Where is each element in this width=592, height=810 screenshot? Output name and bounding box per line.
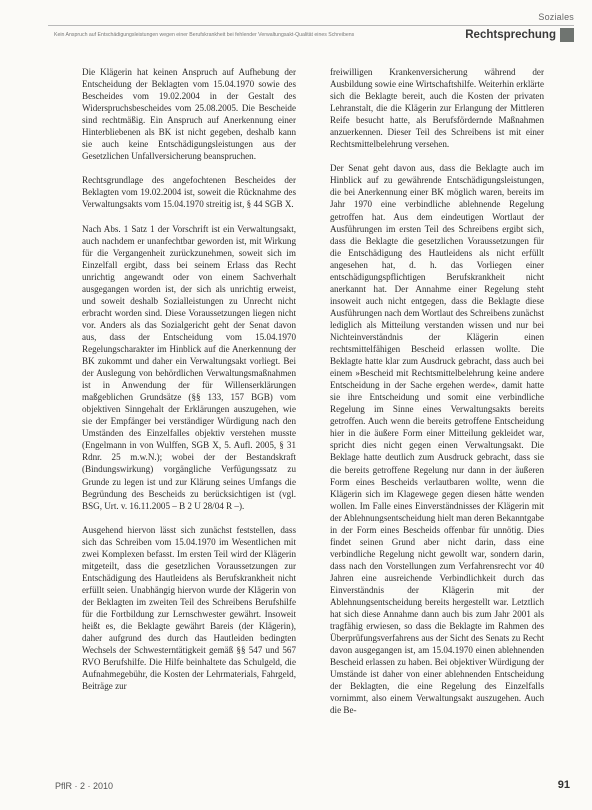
left-text-column bbox=[82, 66, 296, 692]
right-text-column bbox=[330, 66, 544, 716]
paragraph: Nach Abs. 1 Satz 1 der Vorschrift ist ein Verwaltungsakt, auch nachdem er unanfechtbar geworden ist, mit Wirkung für die Vergangenheit zurückzunehmen, soweit sich im Einzelfall ergibt, dass bei seinem Erlass das Recht unrichtig angewandt oder von einem Sachverhalt ausgegangen worden ist, der sich als unrichtig erweist, und soweit deshalb Sozialleistungen zu Unrecht nicht erbracht worden sind. Diese Voraussetzungen liegen nicht vor. Anders als das Sozialgericht geht der Senat davon aus, dass der Entscheidung vom 15.04.1970 Regelungscharakter im Hinblick auf die Anerkennung der BK zukommt und daher ein Verwaltungsakt vorliegt. Bei der Auslegung von behördlichen Verwaltungsmaßnahmen ist in Anwendung der für Willenserklärungen maßgeblichen Grundsätze (§§ 133, 157 BGB) vom objektiven Sinngehalt der Erklärungen auszugehen, wie sie der Empfänger bei verständiger Würdigung nach den Umständen des Einzelfalles objektiv verstehen musste (Engelmann in von Wulffen, SGB X, 5. Aufl. 2005, § 31 Rdnr. 25 m.w.N.); wobei der der Bestandskraft (Bindungswirkung) vorgängliche Verfügungssatz zu Grunde zu legen ist und zur Klärung seines Umfangs die Begründung des Bescheids zu berücksichtigen ist (vgl. BSG, Urt. v. 16.11.2005 – B 2 U 28/04 R –). bbox=[82, 223, 296, 511]
rubric-marker-icon bbox=[560, 28, 574, 42]
paragraph: Der Senat geht davon aus, dass die Beklagte auch im Hinblick auf zu gewährende Entschädigungsleistungen, die bei Anerkennung einer BK möglich waren, bereits im Jahr 1970 eine verbindliche ablehnende Regelung getroffen hat. Aus dem eindeutigen Wortlaut der Ausführungen im ersten Teil des Schreibens ergibt sich, dass die Beklagte die gesetzlichen Voraussetzungen für die Entschädigung des Hautleidens als nicht erfüllt angesehen hat, d. h. das Vorliegen einer entschädigungspflichtigen Berufskrankheit nicht anerkannt hat. Der Annahme einer Regelung steht insoweit auch nicht entgegen, dass die Beklagte diese Ausführungen nach dem Wortlaut des Schreibens zunächst lediglich als Mitteilung verstanden wissen und nur bei Nichteinverständnis der Klägerin einen rechtsmittelfähigen Bescheid erlassen wollte. Die Beklagte hatte klar zum Ausdruck gebracht, dass auch bei einem »Bescheid mit Rechtsmittelbelehrung keine andere Entscheidung in der Sache ergehen werde«, damit hatte sie ihre Entscheidung und somit eine verbindliche Regelung im Sinne eines Verwaltungsakts bereits getroffen. Auch wenn die bereits getroffene Entscheidung hier in die äußere Form einer Mitteilung gekleidet war, spricht dies nicht gegen einen Verwaltungsakt. Die Beklage hatte deutlich zum Ausdruck gebracht, dass sie die bereits getroffene Regelung nur dann in der äußeren Form eines Bescheids verlautbaren wollte, wenn die Klägerin sich im Klagewege gegen diesen hätte wenden wollen. Im Falle eines Einverständnisses der Klägerin mit der Ablehnungsentscheidung hielt man deren Bekanntgabe in der Form eines Bescheids offenbar für unnötig. Dies findet seinen Grund aber nicht darin, dass eine verbindliche Regelung nicht gewollt war, sondern darin, dass nach den Vorstellungen zum Verfahrensrecht vor 40 Jahren eine ausreichende Verbindlichkeit durch das Einverständnis der Klägerin mit der Ablehnungsentscheidung bereits hergestellt war. Letztlich hat sich diese Annahme dann auch bis zum Jahr 2001 als tragfähig erwiesen, so dass die Beklagte im Rahmen des Überprüfungsverfahrens aus der Sicht des Senats zu Recht davon ausgegangen ist, am 15.04.1970 einen ablehnenden Bescheid erlassen zu haben. Bei objektiver Würdigung der Umstände ist daher von einer ablehnenden Entscheidung der Beklagten, die eine Regelung des Einzelfalls vornimmt, also einem Verwaltungsakt auszugehen. Auch die Be- bbox=[330, 163, 544, 716]
section-label: Soziales bbox=[538, 12, 574, 22]
rubric-title: Rechtsprechung bbox=[465, 28, 556, 41]
paragraph: Rechtsgrundlage des angefochtenen Bescheides der Beklagten vom 19.02.2004 ist, soweit die Rücknahme des Verwaltungsakts vom 15.04.1970 streitig ist, § 44 SGB X. bbox=[82, 175, 296, 210]
journal-footer: PflR · 2 · 2010 bbox=[55, 781, 114, 791]
article-caption: Kein Anspruch auf Entschädigungsleistungen wegen einer Berufskrankheit bei fehlender Verwaltungsakt-Qualität eines Schreibens bbox=[54, 31, 355, 38]
paragraph: Die Klägerin hat keinen Anspruch auf Aufhebung der Entscheidung der Beklagten vom 15.04.1970 sowie des Bescheides vom 19.02.2004 in der Gestalt des Widerspruchsbescheides vom 25.08.2005. Die Bescheide sind rechtmäßig. Ein Anspruch auf Anerkennung einer Hinterbliebenen als BK ist nicht gegeben, deshalb kann sie auch keine Entschädigungsleistungen aus der Gesetzlichen Unfallversicherung beanspruchen. bbox=[82, 67, 296, 162]
rubric-group bbox=[465, 28, 574, 42]
paragraph: freiwilligen Krankenversicherung während der Ausbildung sowie eine Wirtschaftshilfe. Weiterhin erklärte sich die Beklagte bereit, auch die Kosten der privaten Lehranstalt, die die Klägerin zur Erlangung der Mittleren Reife besucht hatte, als Berufsfördernde Maßnahmen anzuerkennen. Dieser Teil des Schreibens ist mit einer Rechtsmittelbelehrung versehen. bbox=[330, 67, 544, 150]
running-header bbox=[48, 25, 574, 43]
paragraph: Ausgehend hiervon lässt sich zunächst feststellen, dass sich das Schreiben vom 15.04.1970 im Wesentlichen mit zwei Komplexen befasst. Im ersten Teil wird der Klägerin mitgeteilt, dass die gesetzlichen Voraussetzungen zur Entschädigung des Hautleidens als Berufskrankheit nicht erfüllt seien. Unabhängig hiervon wurde der Klägerin von der Beklagten im zweiten Teil des Schreibens Berufshilfe für die Fortbildung zur Lernschwester gewährt. Insoweit heißt es, die Beklagte gewährt Bareis (der Klägerin), daher aufgrund des durch das Hautleiden bedingten Wechsels der Schwesterntätigkeit gemäß §§ 547 und 567 RVO Berufshilfe. Die Hilfe beinhaltete das Schulgeld, die Aufnahmegebühr, die Kosten der Lehrmaterials, Fahrgeld, Beiträge zur bbox=[82, 524, 296, 692]
page-number: 91 bbox=[557, 779, 570, 791]
